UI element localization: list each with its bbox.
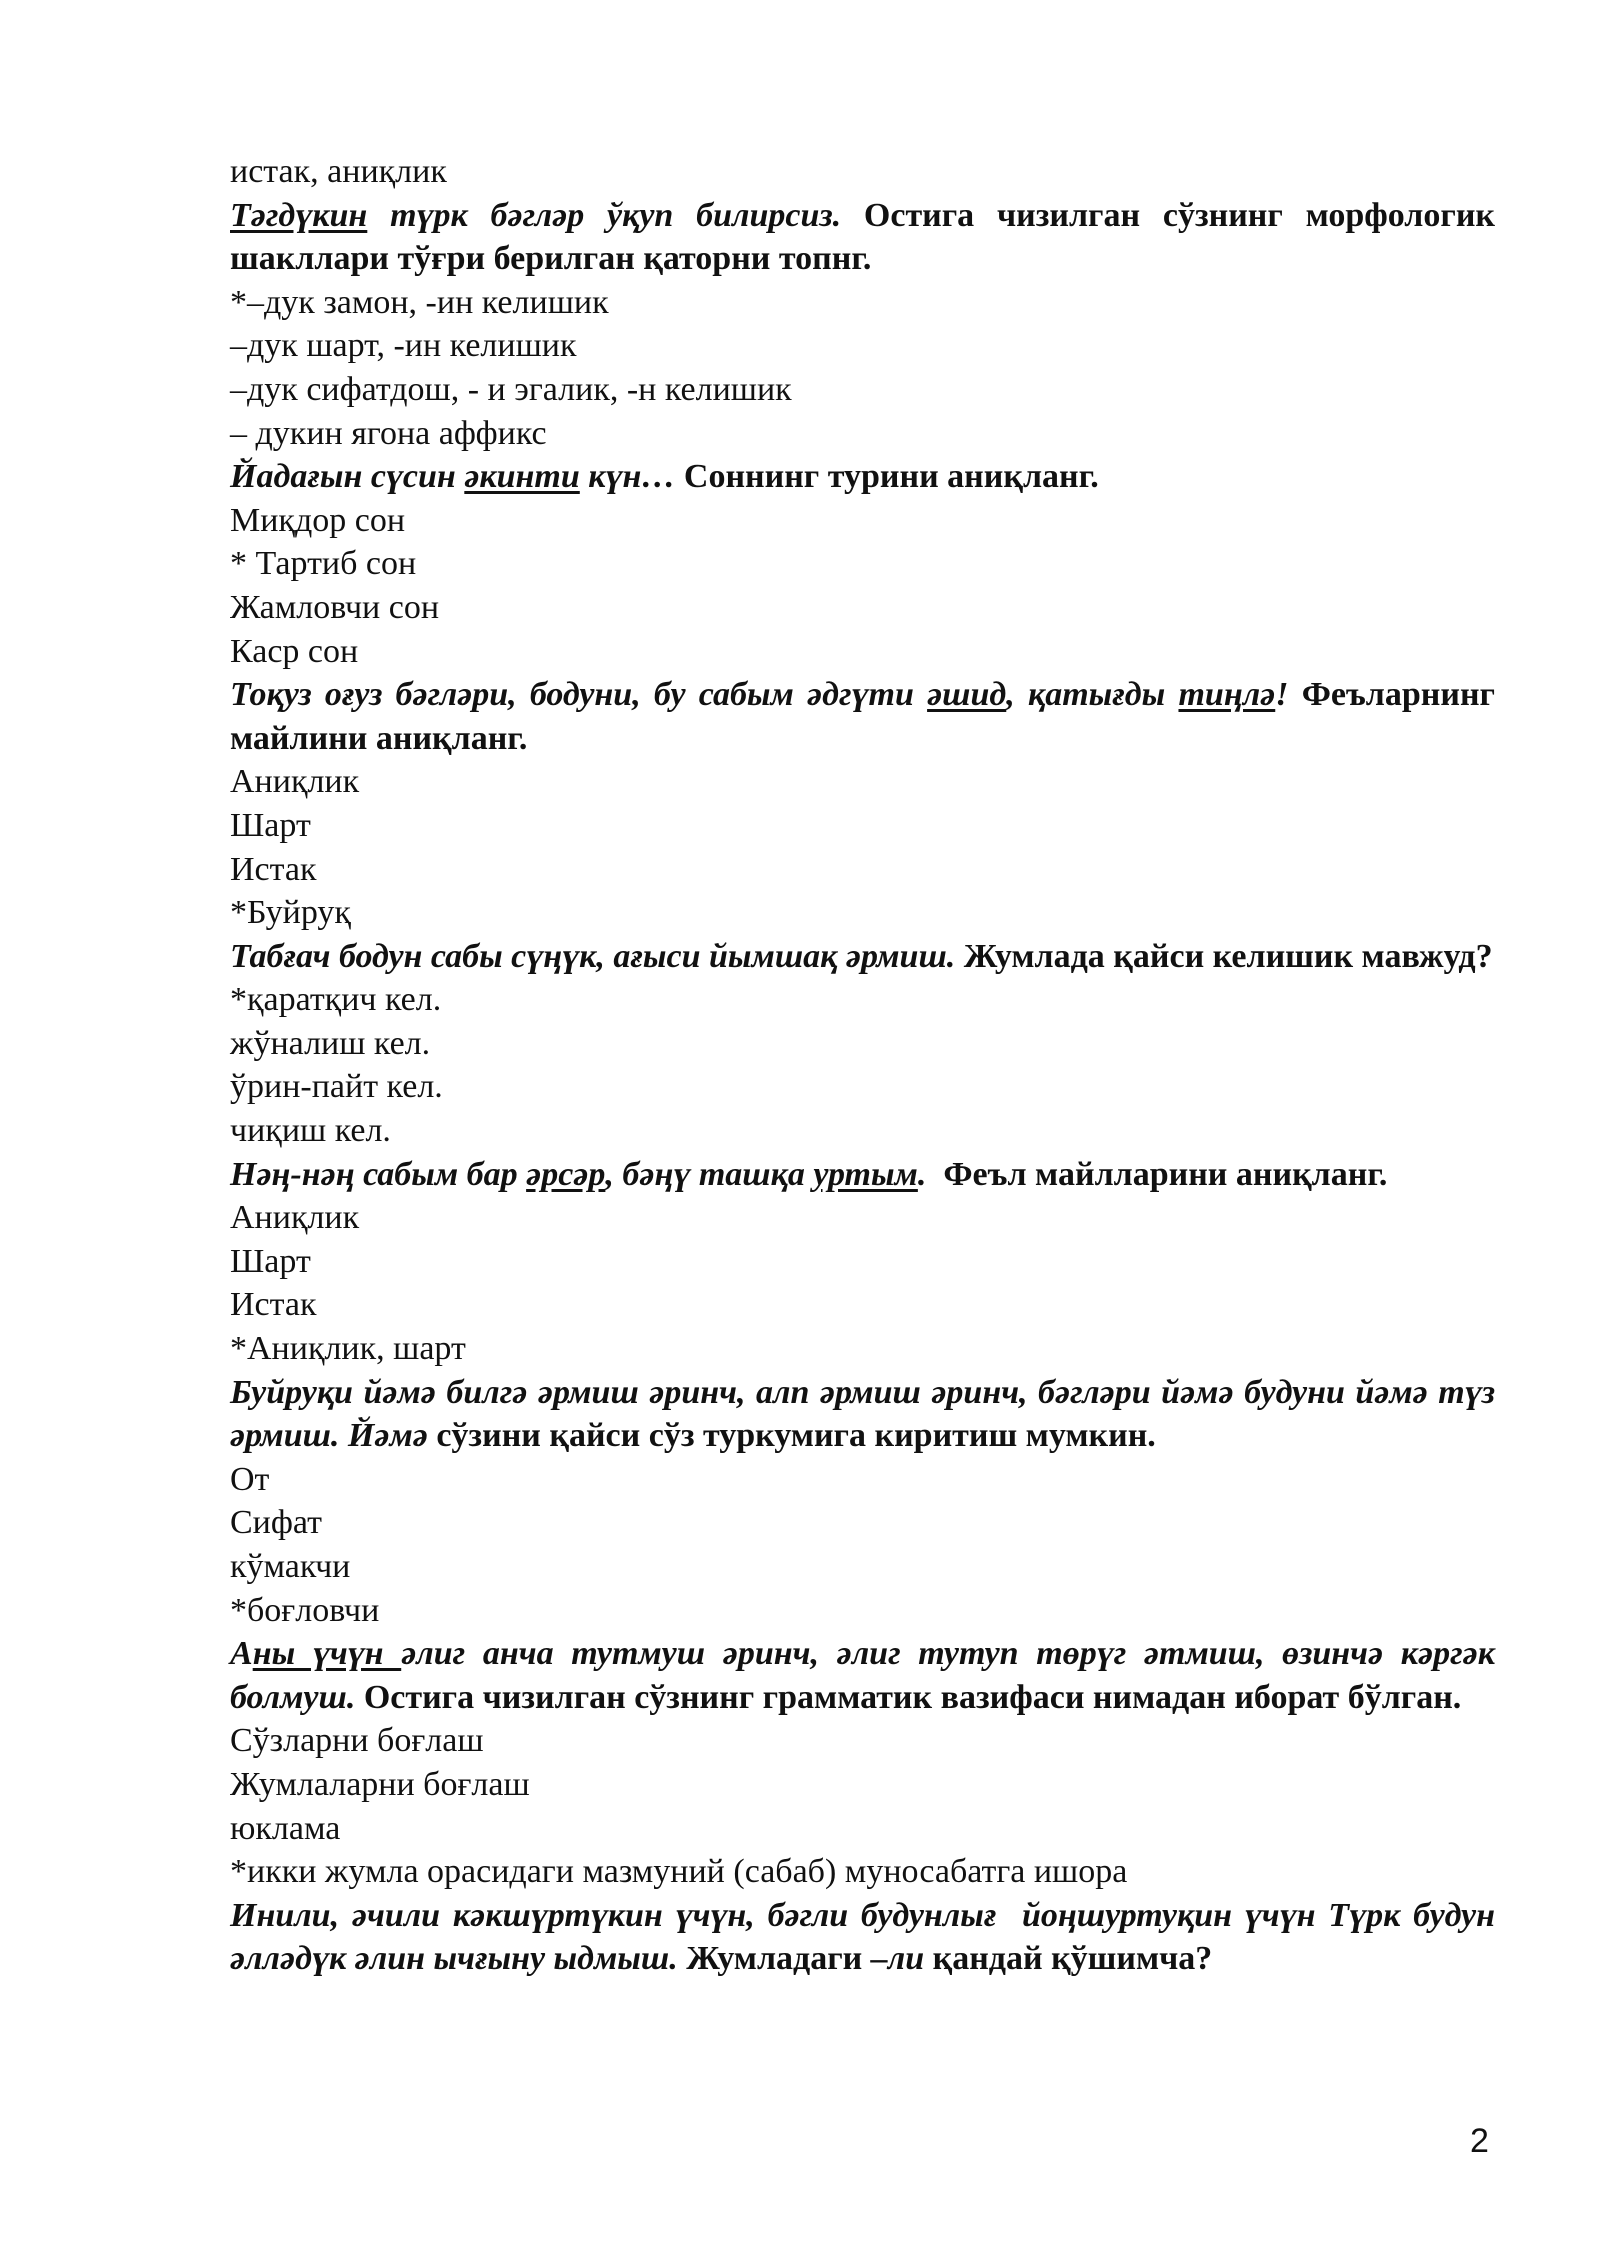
answer-option-line: От [230,1460,270,1498]
question-text-segment: Остига чизилган сўзнинг морфологик шакллари тўғри берилган қаторни топнг. [230,196,1504,278]
question-line [230,455,1495,499]
answer-option-line: * Тартиб сон [230,545,417,583]
underlined-word: әшид [927,676,1007,714]
answer-option-line: Сифат [230,1504,322,1542]
answer-option-line: Истак [230,850,317,888]
answer-option-line: Аниқлик [230,1199,360,1237]
question-line [230,673,1504,760]
answer-option-line: –дук сифатдош, - и эгалик, -н келишик [230,370,792,408]
question-line [230,1894,1504,1981]
question-text-segment: , қатығды [1006,676,1179,714]
answer-option-line: Сўзларни боғлаш [230,1722,484,1760]
answer-option-line: Истак [230,1286,317,1324]
answer-option-line: Шарт [230,1242,311,1280]
question-text-segment: Табғач бодун сабы сүңүк, ағыси йымшақ әрмиш. [230,937,956,975]
answer-option-line: юклама [230,1809,341,1847]
answer-option-line: *икки жумла орасидаги мазмуний (сабаб) муносабатга ишора [230,1853,1128,1891]
question-text-segment: Тоқуз оғуз бәгләри, бодуни, бу сабым әдгүти [230,676,928,714]
answer-option-line: истак, аниқлик [230,153,447,190]
question-text-segment: Жумладаги [677,1940,871,1978]
question-text-segment: күн… [579,458,676,496]
question-text-segment: түрк бәгләр ўқуп билирсиз. [367,196,842,234]
answer-option-line: Миқдор сон [230,501,406,539]
question-text-segment: Буйруқи йәмә билгә әрмиш әринч, алп әрмиш әринч, бәгләри йәмә будуни йәмә түз әрмиш. Йәмә [230,1373,1504,1455]
answer-option-line: Аниқлик [230,763,360,801]
answer-option-line: –дук шарт, -ин келишик [230,327,577,365]
question-text-segment: Феъл майлларини аниқланг. [926,1155,1388,1193]
question-text-segment: Остига чизилган сўзнинг грамматик вазифаси нимадан иборат бўлган. [355,1678,1462,1716]
answer-option-line: *–дук замон, -ин келишик [230,283,609,321]
answer-option-line: *Буйруқ [230,894,351,932]
question-text-segment: Йадағын сүсин [230,458,465,496]
page-number: 2 [1470,2122,1489,2160]
question-line [230,935,1495,979]
question-text-segment: –ли [870,1940,925,1978]
question-text-segment: Нәң-нәң сабым бар [230,1155,527,1193]
question-line [230,194,1504,281]
answer-option-line: – дукин ягона аффикс [230,414,547,452]
question-text-segment: ! [1275,676,1289,714]
question-text-segment: Инили, әчили кәкшүртүкин үчүн, бәгли будунлығ йоңшуртуқин үчүн Түрк будун әлләдүк әлин ычғыну ыдмыш. [230,1896,1504,1978]
underlined-word: Тәгдүкин [230,196,368,234]
answer-option-line: Шарт [230,806,311,844]
answer-option-line: жўналиш кел. [230,1024,431,1062]
answer-option-line: Жамловчи сон [230,588,440,626]
answer-option-line: Жумлаларни боғлаш [230,1765,530,1803]
answer-option-line: *боғловчи [230,1591,380,1629]
answer-option-line: ўрин-пайт кел. [230,1068,443,1106]
question-text-segment: әлиг анча тутмуш әринч, әлиг тутуп төрүг әтмиш, өзинчә кәргәк болмуш. [230,1635,1504,1716]
underlined-word: ны үчүн [252,1635,402,1673]
answer-option-line: *Аниқлик, шарт [230,1330,466,1368]
answer-option-line: кўмакчи [230,1548,351,1585]
question-text-segment: Соннинг турини аниқланг. [675,458,1099,496]
question-line [230,1371,1504,1458]
document-body [230,150,1504,1981]
question-line [230,1153,1495,1197]
question-text-segment: сўзини қайси сўз туркумига киритиш мумкин. [427,1417,1156,1455]
question-text-segment: қандай қўшимча? [924,1940,1213,1978]
answer-option-line: чиқиш кел. [230,1112,391,1150]
question-text-segment: . [917,1155,927,1193]
underlined-word: әкинти [464,458,580,496]
underlined-word: уртым [813,1155,918,1193]
question-text-segment: Феъларнинг майлини аниқланг. [230,676,1504,757]
question-text-segment: А [230,1635,253,1673]
question-line [230,1632,1504,1719]
answer-option-line: Каср сон [230,632,359,670]
question-text-segment: Жумлада қайси келишик мавжуд? [955,937,1493,975]
underlined-word: әрсәр [526,1155,606,1193]
underlined-word: тиңлә [1178,676,1276,714]
question-text-segment: , бәңү ташқа [605,1155,814,1193]
answer-option-line: *қаратқич кел. [230,981,442,1019]
